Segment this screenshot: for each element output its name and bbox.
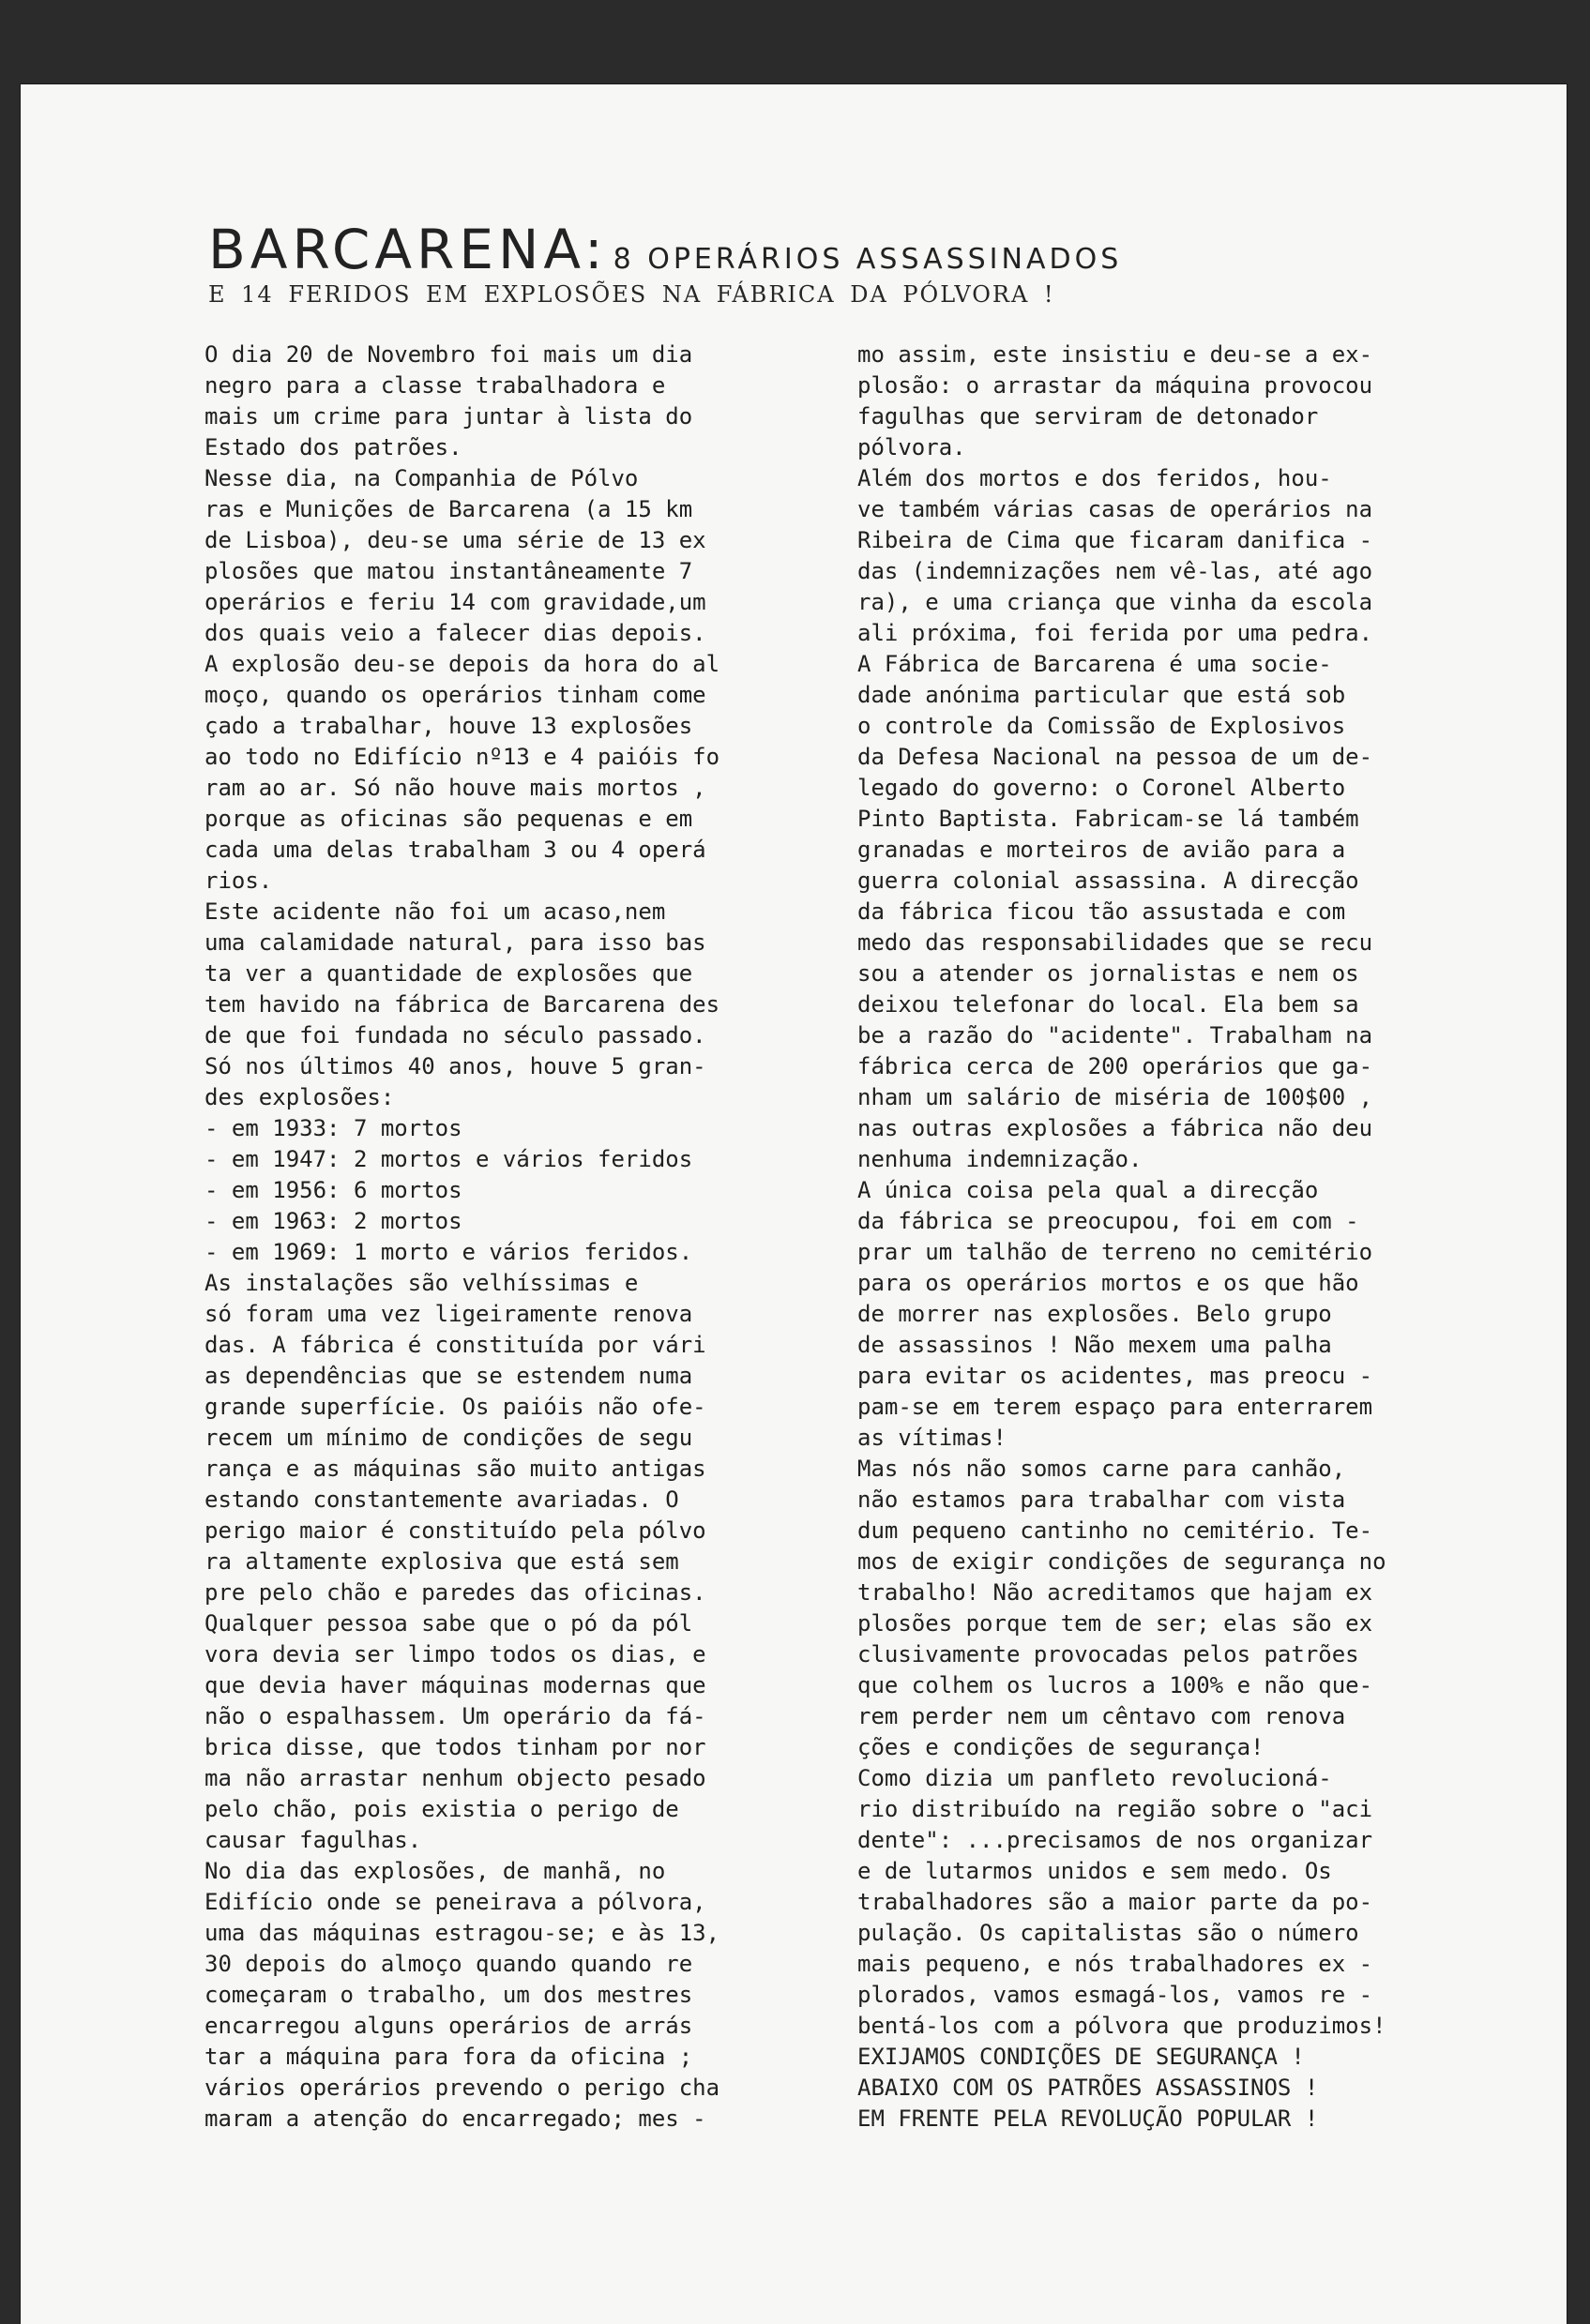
right-column-line: be a razão do "acidente". Trabalham na [857,1022,1373,1049]
left-column-line: Estado dos patrões. [204,434,462,460]
left-column-line: operários e feriu 14 com gravidade,um [204,589,706,615]
right-column-line: dade anónima particular que está sob [857,682,1346,708]
right-column-line: plorados, vamos esmagá-los, vamos re - [857,1982,1373,2008]
right-column-line: Ribeira de Cima que ficaram danifica - [857,527,1373,553]
right-column-line: bentá-los com a pólvora que produzimos! [857,2013,1386,2039]
left-column-line: de Lisboa), deu-se uma série de 13 ex [204,527,706,553]
left-column-line: Só nos últimos 40 anos, houve 5 gran- [204,1053,706,1079]
right-column-line: fábrica cerca de 200 operários que ga- [857,1053,1373,1079]
right-column-line: Pinto Baptista. Fabricam-se lá também [857,806,1359,832]
left-column-line: - em 1956: 6 mortos [204,1177,462,1203]
right-column-line: mais pequeno, e nós trabalhadores ex - [857,1951,1373,1977]
right-column-line: de assassinos ! Não mexem uma palha [857,1332,1332,1358]
left-column-line: uma das máquinas estragou-se; e às 13, [204,1920,720,1946]
left-column-line: - em 1947: 2 mortos e vários feridos [204,1146,693,1172]
right-column-line: ra), e uma criança que vinha da escola [857,589,1373,615]
right-column-line: plosões porque tem de ser; elas são ex [857,1610,1373,1637]
right-column-line: prar um talhão de terreno no cemitério [857,1239,1373,1265]
left-column-line: maram a atenção do encarregado; mes - [204,2105,706,2132]
left-column-line: plosões que matou instantâneamente 7 [204,558,693,584]
right-column-line: ções e condições de segurança! [857,1734,1264,1760]
left-column-line: - em 1963: 2 mortos [204,1208,462,1234]
headline [208,218,1122,281]
left-column-line: Este acidente não foi um acaso,nem [204,898,666,925]
left-column-line: moço, quando os operários tinham come [204,682,706,708]
right-column-line: rem perder nem um cêntavo com renova [857,1703,1346,1729]
right-column-line: dum pequeno cantinho no cemitério. Te- [857,1517,1373,1544]
left-column-line: pre pelo chão e paredes das oficinas. [204,1579,706,1606]
right-column-line: deixou telefonar do local. Ela bem sa [857,991,1359,1018]
right-column-line: Mas nós não somos carne para canhão, [857,1456,1346,1482]
right-column-line: da Defesa Nacional na pessoa de um de- [857,744,1373,770]
right-column-line: pam-se em terem espaço para enterrarem [857,1394,1373,1420]
right-column-line: da fábrica se preocupou, foi em com - [857,1208,1359,1234]
left-column-line: O dia 20 de Novembro foi mais um dia [204,341,693,368]
left-column-line: ra altamente explosiva que está sem [204,1548,679,1575]
left-column-line: que devia haver máquinas modernas que [204,1672,706,1698]
right-column-line: mos de exigir condições de segurança no [857,1548,1386,1575]
left-column-line: recem um mínimo de condições de segu [204,1425,693,1451]
left-column-line: Edifício onde se peneirava a pólvora, [204,1889,706,1915]
right-column-line: EM FRENTE PELA REVOLUÇÃO POPULAR ! [857,2105,1319,2132]
left-column-line: ma não arrastar nenhum objecto pesado [204,1765,706,1791]
right-column-line: plosão: o arrastar da máquina provocou [857,372,1373,399]
right-column-line: Além dos mortos e dos feridos, hou- [857,465,1332,491]
left-column-line: ram ao ar. Só não houve mais mortos , [204,775,706,801]
left-column-line: A explosão deu-se depois da hora do al [204,651,720,677]
left-column-line: das. A fábrica é constituída por vári [204,1332,706,1358]
left-column-line: ta ver a quantidade de explosões que [204,960,693,987]
left-column-line: encarregou alguns operários de arrás [204,2013,693,2039]
right-column-line: ali próxima, foi ferida por uma pedra. [857,620,1373,646]
left-column-line: uma calamidade natural, para isso bas [204,929,706,956]
left-column-line: mais um crime para juntar à lista do [204,403,693,430]
left-column-line: ras e Munições de Barcarena (a 15 km [204,496,693,522]
left-column-line: não o espalhassem. Um operário da fá- [204,1703,706,1729]
right-column-line: fagulhas que serviram de detonador [857,403,1319,430]
right-column-line: trabalhadores são a maior parte da po- [857,1889,1373,1915]
left-column-line: pelo chão, pois existia o perigo de [204,1796,679,1822]
right-column-line: para os operários mortos e os que hão [857,1270,1359,1296]
left-column-line: negro para a classe trabalhadora e [204,372,666,399]
left-column-line: Qualquer pessoa sabe que o pó da pól [204,1610,693,1637]
right-column-line: pólvora. [857,434,966,460]
right-column-line: e de lutarmos unidos e sem medo. Os [857,1858,1332,1884]
right-column-line: sou a atender os jornalistas e nem os [857,960,1359,987]
left-column-line: - em 1933: 7 mortos [204,1115,462,1141]
right-column-line: A única coisa pela qual a direcção [857,1177,1319,1203]
left-column-line: ao todo no Edifício nº13 e 4 paióis fo [204,744,720,770]
right-column-line: pulação. Os capitalistas são o número [857,1920,1359,1946]
left-column-line: rança e as máquinas são muito antigas [204,1456,706,1482]
left-column-line: as dependências que se estendem numa [204,1363,693,1389]
headline-title: BARCARENA: [208,218,608,281]
right-text-column [857,340,1476,2135]
left-column-line: estando constantemente avariadas. O [204,1486,679,1513]
left-text-column [204,340,824,2135]
right-column-line: Como dizia um panfleto revolucioná- [857,1765,1332,1791]
left-column-line: de que foi fundada no século passado. [204,1022,706,1049]
left-column-line: cada uma delas trabalham 3 ou 4 operá [204,837,706,863]
left-column-line: des explosões: [204,1084,395,1110]
left-column-line: grande superfície. Os paióis não ofe- [204,1394,706,1420]
right-column-line: guerra colonial assassina. A direcção [857,868,1359,894]
right-column-line: ve também várias casas de operários na [857,496,1373,522]
right-column-line: trabalho! Não acreditamos que hajam ex [857,1579,1373,1606]
right-column-line: da fábrica ficou tão assustada e com [857,898,1346,925]
right-column-line: ABAIXO COM OS PATRÕES ASSASSINOS ! [857,2075,1319,2101]
headline-subtitle: 8 OPERÁRIOS ASSASSINADOS [613,243,1123,276]
left-column-line: porque as oficinas são pequenas e em [204,806,693,832]
right-column-line: de morrer nas explosões. Belo grupo [857,1301,1332,1327]
left-column-line: vários operários prevendo o perigo cha [204,2075,720,2101]
left-column-line: 30 depois do almoço quando quando re [204,1951,693,1977]
right-column-line: legado do governo: o Coronel Alberto [857,775,1346,801]
left-column-line: rios. [204,868,273,894]
right-column-line: nenhuma indemnização. [857,1146,1143,1172]
right-column-line: não estamos para trabalhar com vista [857,1486,1346,1513]
right-column-line: as vítimas! [857,1425,1007,1451]
right-column-line: dente": ...precisamos de nos organizar [857,1827,1373,1853]
left-column-line: Nesse dia, na Companhia de Pólvo [204,465,639,491]
left-column-line: No dia das explosões, de manhã, no [204,1858,666,1884]
left-column-line: dos quais veio a falecer dias depois. [204,620,706,646]
right-column-line: granadas e morteiros de avião para a [857,837,1346,863]
left-column-line: tem havido na fábrica de Barcarena des [204,991,720,1018]
left-column-line: perigo maior é constituído pela pólvo [204,1517,706,1544]
left-column-line: tar a máquina para fora da oficina ; [204,2044,693,2070]
right-column-line: para evitar os acidentes, mas preocu - [857,1363,1373,1389]
left-column-line: - em 1969: 1 morto e vários feridos. [204,1239,693,1265]
right-column-line: nas outras explosões a fábrica não deu [857,1115,1373,1141]
right-column-line: o controle da Comissão de Explosivos [857,713,1346,739]
left-column-line: vora devia ser limpo todos os dias, e [204,1641,706,1668]
right-column-line: rio distribuído na região sobre o "aci [857,1796,1373,1822]
left-column-line: As instalações são velhíssimas e [204,1270,639,1296]
right-column-line: nham um salário de miséria de 100$00 , [857,1084,1373,1110]
right-column-line: das (indemnizações nem vê-las, até ago [857,558,1373,584]
right-column-line: que colhem os lucros a 100% e não que- [857,1672,1373,1698]
right-column-line: EXIJAMOS CONDIÇÕES DE SEGURANÇA ! [857,2044,1305,2070]
left-column-line: começaram o trabalho, um dos mestres [204,1982,693,2008]
right-column-line: A Fábrica de Barcarena é uma socie- [857,651,1332,677]
left-column-line: causar fagulhas. [204,1827,422,1853]
subheadline: E 14 FERIDOS EM EXPLOSÕES NA FÁBRICA DA PÓLVORA ! [208,281,1055,308]
right-column-line: medo das responsabilidades que se recu [857,929,1373,956]
left-column-line: çado a trabalhar, houve 13 explosões [204,713,693,739]
right-column-line: mo assim, este insistiu e deu-se a ex- [857,341,1373,368]
right-column-line: clusivamente provocadas pelos patrões [857,1641,1359,1668]
left-column-line: brica disse, que todos tinham por nor [204,1734,706,1760]
left-column-line: só foram uma vez ligeiramente renova [204,1301,693,1327]
